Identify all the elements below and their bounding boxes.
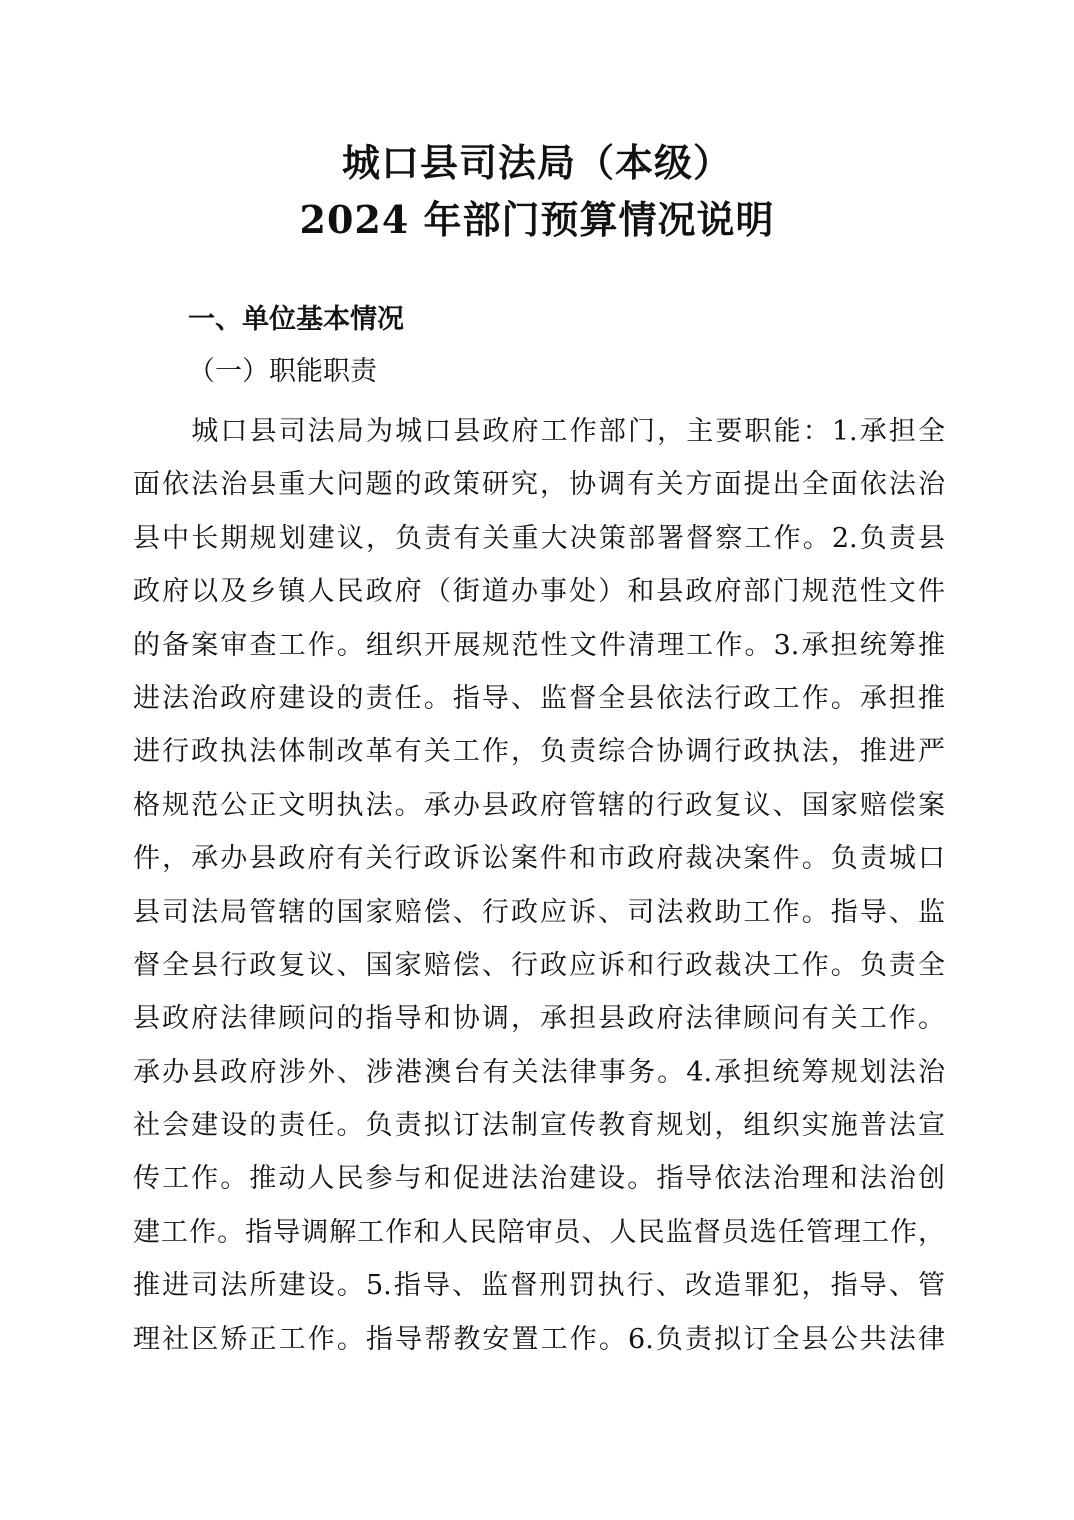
document-title — [0, 134, 1074, 248]
body-line: 进法治政府建设的责任。指导、监督全县依法行政工作。承担推 — [133, 682, 945, 714]
body-line: 推进司法所建设。5.指导、监督刑罚执行、改造罪犯，指导、管 — [133, 1270, 945, 1302]
body-line: 县政府法律顾问的指导和协调，承担县政府法律顾问有关工作。 — [133, 1003, 945, 1035]
body-line: 政府以及乡镇人民政府（街道办事处）和县政府部门规范性文件 — [133, 576, 945, 608]
title-line-2: 2024 年部门预算情况说明 — [299, 197, 775, 242]
body-line: 进行政执法体制改革有关工作，负责综合协调行政执法，推进严 — [133, 736, 945, 768]
body-line: 县中长期规划建议，负责有关重大决策部署督察工作。2.负责县 — [133, 522, 945, 554]
body-line: 传工作。推动人民参与和促进法治建设。指导依法治理和法治创 — [133, 1163, 945, 1195]
body-line: 建工作。指导调解工作和人民陪审员、人民监督员选任管理工作， — [133, 1216, 945, 1248]
body-line: 承办县政府涉外、涉港澳台有关法律事务。4.承担统筹规划法治 — [133, 1056, 945, 1088]
body-paragraph — [133, 405, 945, 1366]
body-line: 县司法局管辖的国家赔偿、行政应诉、司法救助工作。指导、监 — [133, 896, 945, 928]
body-line: 理社区矫正工作。指导帮教安置工作。6.负责拟订全县公共法律 — [133, 1323, 945, 1355]
body-line: 社会建设的责任。负责拟订法制宣传教育规划，组织实施普法宣 — [133, 1110, 945, 1142]
body-line: 格规范公正文明执法。承办县政府管辖的行政复议、国家赔偿案 — [133, 789, 945, 821]
body-line: 件，承办县政府有关行政诉讼案件和市政府裁决案件。负责城口 — [133, 843, 945, 875]
section-heading: 一、单位基本情况 — [188, 304, 404, 335]
body-line: 督全县行政复议、国家赔偿、行政应诉和行政裁决工作。负责全 — [133, 949, 945, 981]
body-line: 面依法治县重大问题的政策研究，协调有关方面提出全面依法治 — [133, 469, 945, 501]
body-line: 的备案审查工作。组织开展规范性文件清理工作。3.承担统筹推 — [133, 629, 945, 661]
title-line-1: 城口县司法局（本级） — [341, 140, 732, 185]
body-line: 城口县司法局为城口县政府工作部门，主要职能：1.承担全 — [133, 416, 945, 447]
sub-heading: （一）职能职责 — [188, 356, 377, 387]
